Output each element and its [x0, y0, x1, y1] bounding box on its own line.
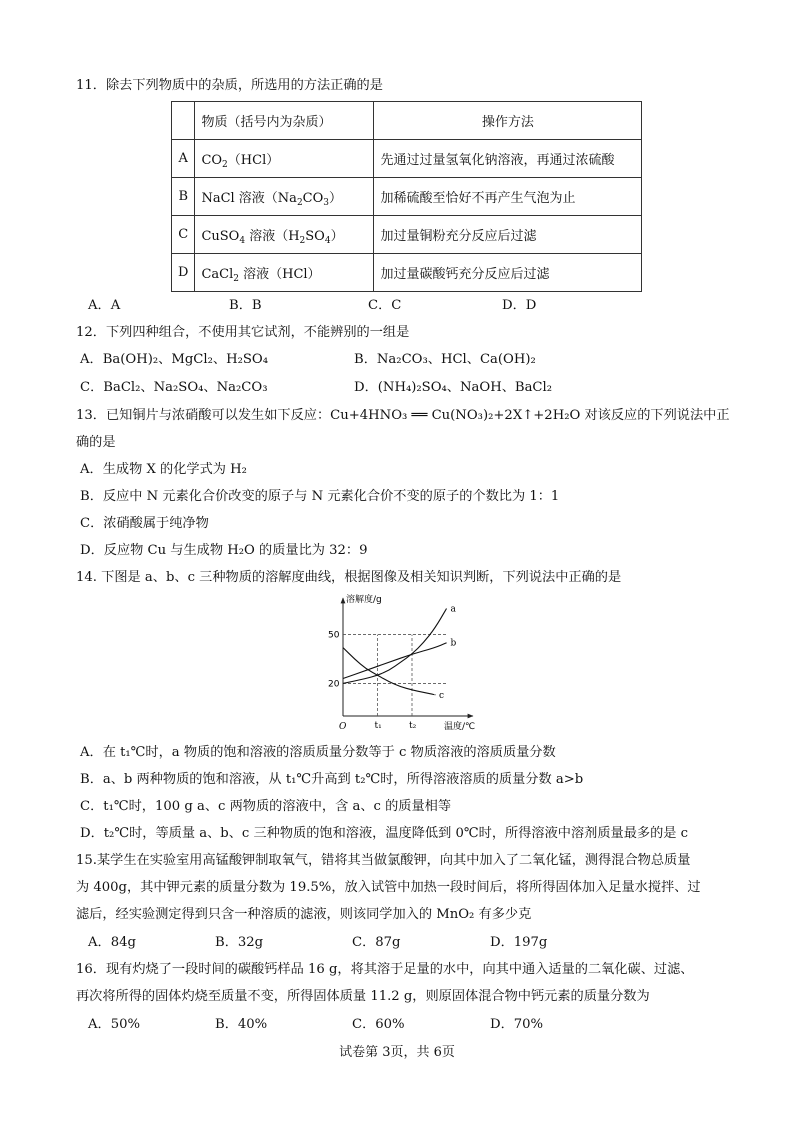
option-b[interactable]: B．B	[229, 298, 262, 313]
option-c[interactable]: C．87g	[352, 935, 401, 950]
q13-option-a[interactable]: A．生成物 X 的化学式为 H₂	[80, 462, 247, 477]
curve-label-c: c	[439, 690, 445, 701]
curve-group	[343, 605, 457, 701]
option-b[interactable]: B．32g	[215, 935, 264, 950]
guide-lines	[343, 635, 446, 716]
y-tick-label: 20	[328, 679, 340, 690]
method-cell: 加过量铜粉充分反应后过滤	[374, 216, 642, 254]
table-header-cell: 物质（括号内为杂质）	[195, 102, 374, 140]
method-cell: 先通过过量氢氧化钠溶液，再通过浓硫酸	[374, 140, 642, 178]
substance-cell: CaCl$_2$ 溶液（HCl）	[195, 254, 374, 292]
x-axis-label: 温度/℃	[444, 722, 476, 732]
curve-label-a: a	[450, 604, 456, 615]
table-row	[172, 140, 642, 178]
table-header-cell: 操作方法	[374, 102, 642, 140]
solubility-chart	[318, 590, 478, 738]
x-tick-label: t₁	[374, 721, 382, 731]
option-b[interactable]: B．40%	[215, 1017, 268, 1032]
q13-stem-line2: 确的是	[76, 435, 116, 450]
q12-option-b[interactable]: B．Na₂CO₃、HCl、Ca(OH)₂	[354, 352, 536, 367]
q16-line1: 16．现有灼烧了一段时间的碳酸钙样品 16 g，将其溶于足量的水中，向其中通入适量的二氧化碳、过滤、	[76, 962, 694, 977]
q14-option-b[interactable]: B．a、b 两种物质的饱和溶液，从 t₁℃升高到 t₂℃时，所得溶液溶质的质量分数 a>b	[80, 772, 584, 787]
q12-stem: 12．下列四种组合，不使用其它试剂，不能辨别的一组是	[76, 325, 410, 340]
curve-label-b: b	[450, 638, 457, 649]
q15-line3: 滤后，经实验测定得到只含一种溶质的滤液，则该同学加入的 MnO₂ 有多少克	[76, 907, 532, 922]
option-d[interactable]: D．197g	[490, 935, 548, 950]
option-c[interactable]: C．60%	[352, 1017, 405, 1032]
substance-cell: NaCl 溶液$(Na_2CO_3)$	[195, 178, 374, 216]
q12-option-d[interactable]: D．(NH₄)₂SO₄、NaOH、BaCl₂	[354, 380, 553, 395]
q11-table	[171, 101, 642, 292]
curve-c	[343, 648, 435, 695]
q15-line2: 为 400g，其中钾元素的质量分数为 19.5%，放入试管中加热一段时间后，将所得固体加入足量水搅拌、过	[76, 880, 701, 895]
origin-label: O	[339, 722, 347, 732]
table-row	[172, 216, 642, 254]
q14-option-a[interactable]: A．在 t₁℃时，a 物质的饱和溶液的溶质质量分数等于 c 物质溶液的溶质质量分数	[80, 745, 556, 760]
q14-option-d[interactable]: D．t₂℃时，等质量 a、b、c 三种物质的饱和溶液，温度降低到 0℃时，所得溶液中溶剂质量最多的是 c	[80, 826, 689, 841]
option-a[interactable]: A．50%	[88, 1017, 141, 1032]
substance-cell: CuSO$_4$ 溶液$(H_2SO_4)$	[195, 216, 374, 254]
q14-stem: 14. 下图是 a、b、c 三种物质的溶解度曲线，根据图像及相关知识判断，下列说法中正确的是	[76, 570, 622, 585]
q12-option-a[interactable]: A．Ba(OH)₂、MgCl₂、H₂SO₄	[80, 352, 268, 367]
table-header-row	[172, 102, 642, 140]
q12-option-c[interactable]: C．BaCl₂、Na₂SO₄、Na₂CO₃	[80, 380, 268, 395]
x-tick-label: t₂	[409, 721, 417, 731]
option-c[interactable]: C．C	[368, 298, 402, 313]
q13-option-d[interactable]: D．反应物 Cu 与生成物 H₂O 的质量比为 32：9	[80, 543, 368, 558]
q13-stem-line1: 13．已知铜片与浓硝酸可以发生如下反应：Cu+4HNO₃ ══ Cu(NO₃)₂+2X↑+2H₂O 对该反应的下列说法中正	[76, 408, 730, 423]
q13-option-c[interactable]: C．浓硝酸属于纯净物	[80, 516, 209, 531]
q11-stem: 11．除去下列物质中的杂质，所选用的方法正确的是	[76, 78, 383, 93]
curve-b	[343, 643, 447, 679]
curve-a	[343, 609, 447, 684]
q14-option-c[interactable]: C．t₁℃时，100 g a、c 两物质的溶液中，含 a、c 的质量相等	[80, 799, 452, 814]
q15-line1: 15.某学生在实验室用高锰酸钾制取氧气，错将其当做氯酸钾，向其中加入了二氧化锰，测得混合物总质量	[76, 853, 691, 868]
method-cell: 加过量碳酸钙充分反应后过滤	[374, 254, 642, 292]
y-tick-label: 50	[328, 630, 340, 641]
y-axis-label: 溶解度/g	[346, 595, 382, 605]
method-cell: 加稀硫酸至恰好不再产生气泡为止	[374, 178, 642, 216]
table-row	[172, 178, 642, 216]
table-row	[172, 254, 642, 292]
table-header-cell	[172, 102, 195, 140]
row-label: B	[172, 178, 195, 216]
option-d[interactable]: D．70%	[490, 1017, 544, 1032]
option-a[interactable]: A．84g	[88, 935, 136, 950]
row-label: C	[172, 216, 195, 254]
q16-line2: 再次将所得的固体灼烧至质量不变，所得固体质量 11.2 g，则原固体混合物中钙元素的质量分数为	[76, 989, 650, 1004]
q13-option-b[interactable]: B．反应中 N 元素化合价改变的原子与 N 元素化合价不变的原子的个数比为 1：1	[80, 489, 560, 504]
substance-cell: $CO_2(HCl)$	[195, 140, 374, 178]
option-d[interactable]: D．D	[502, 298, 537, 313]
option-a[interactable]: A．A	[88, 298, 121, 313]
row-label: D	[172, 254, 195, 292]
page-footer: 试卷第 3页，共 6页	[339, 1045, 455, 1060]
row-label: A	[172, 140, 195, 178]
